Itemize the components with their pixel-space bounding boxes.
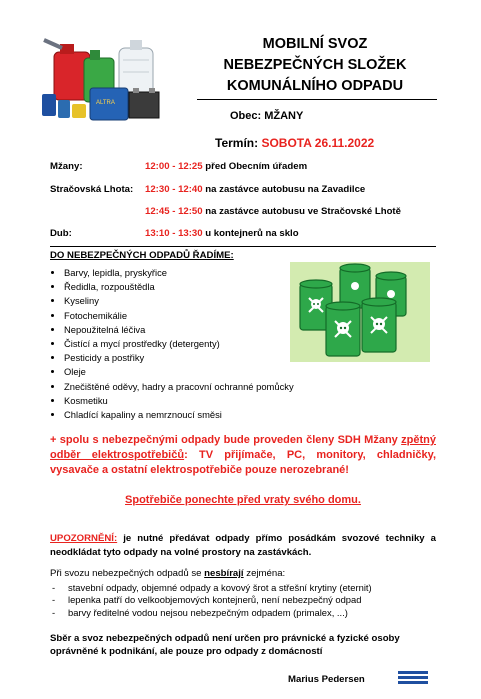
section-divider (50, 246, 436, 247)
termin-line (215, 136, 374, 150)
upozorneni-paragraph (50, 532, 436, 560)
schedule-location: na zastávce autobusu ve Stračovské Lhotě (205, 206, 401, 217)
electro-collection-paragraph (50, 433, 436, 478)
final-note: Sběr a svoz nebezpečných odpadů není určen pro právnické a fyzické osoby oprávněné k podnikání, ale pouze pro odpady z domácností (50, 633, 400, 657)
schedule-time: 12:45 - 12:50 (145, 206, 203, 217)
list-item: • Pesticidy a postřiky (64, 351, 294, 365)
schedule-place: Stračovská Lhota: (50, 184, 134, 195)
schedule-time: 12:00 - 12:25 (145, 161, 203, 172)
schedule-place: Mžany: (50, 161, 83, 172)
intro-text: Při svozu nebezpečných odpadů se (50, 568, 205, 579)
obec-label: Obec: MŽANY (230, 110, 304, 122)
schedule-place: Dub: (50, 228, 72, 239)
list-item: • Ředidla, rozpouštědla (64, 280, 294, 294)
list-item: - stavební odpady, objemné odpady a kovový šrot a střešní krytiny (eternit) (50, 582, 372, 594)
company-logo-icon (398, 669, 428, 686)
hazard-containers-illustration (34, 30, 174, 130)
list-item: • Oleje (64, 365, 294, 379)
not-accepted-list (50, 582, 372, 619)
list-item: • Znečištěné oděvy, hadry a pracovní ochranné pomůcky (64, 380, 294, 394)
title-line-1: MOBILNÍ SVOZ (262, 36, 368, 52)
schedule-entry (145, 228, 299, 240)
upozorneni-text: je nutné předávat odpady přímo posádkám svozové techniky a neodkládat tyto odpady na volné prostory na zastávkách. (50, 533, 436, 558)
intro-tail: zejména: (243, 568, 286, 579)
schedule-location: u kontejnerů na sklo (205, 228, 299, 239)
list-item: • Nepoužitelná léčiva (64, 323, 294, 337)
title-line-3: KOMUNÁLNÍHO ODPADU (226, 78, 404, 94)
electro-part3: : TV přijímače, PC, monitory, chladničky, vysavače a ostatní elektrospotřebiče pouze nerozebrané! (50, 449, 437, 476)
company-name: Marius Pedersen (288, 674, 365, 685)
list-item: - barvy ředitelné vodou nejsou nebezpečným odpadem (primalex, ...) (50, 607, 372, 619)
spotrebice-note: Spotřebiče ponechte před vraty svého domu. (125, 494, 361, 506)
schedule-entry (145, 206, 401, 218)
list-item: - lepenka patří do velkoobjemových kontejnerů, není nebezpečný odpad (50, 594, 372, 606)
intro-emphasis: nesbírají (204, 568, 244, 579)
hazard-list (48, 266, 294, 422)
electro-part1: + spolu s nebezpečnými odpady bude proveden členy SDH Mžany (50, 434, 398, 446)
toxic-barrels-illustration (290, 262, 430, 362)
schedule-entry (145, 184, 365, 196)
list-item: • Fotochemikálie (64, 309, 294, 323)
title-block (195, 34, 435, 97)
schedule-time: 13:10 - 13:30 (145, 228, 203, 239)
upozorneni-label: UPOZORNĚNÍ: (50, 533, 118, 544)
title-divider (197, 99, 437, 100)
electro-part2: zpětný odběr elektrospotřebičů (50, 434, 436, 461)
canister-label: ALTRA (96, 100, 115, 106)
schedule-entry (145, 161, 307, 173)
list-item: • Čistící a mycí prostředky (detergenty) (64, 337, 294, 351)
title-line-2: NEBEZPEČNÝCH SLOŽEK (223, 57, 407, 73)
section-heading: DO NEBEZPEČNÝCH ODPADŮ ŘADÍME: (50, 250, 234, 261)
termin-value: SOBOTA 26.11.2022 (261, 136, 375, 150)
not-accepted-intro (50, 568, 285, 579)
schedule-location: na zastávce autobusu na Zavadilce (205, 184, 366, 195)
list-item: • Chladící kapaliny a nemrznoucí směsi (64, 408, 294, 422)
list-item: • Kosmetiku (64, 394, 294, 408)
schedule-location: před Obecním úřadem (205, 161, 308, 172)
termin-label: Termín: (215, 136, 262, 150)
list-item: • Kyseliny (64, 294, 294, 308)
list-item: • Barvy, lepidla, pryskyřice (64, 266, 294, 280)
schedule-time: 12:30 - 12:40 (145, 184, 203, 195)
